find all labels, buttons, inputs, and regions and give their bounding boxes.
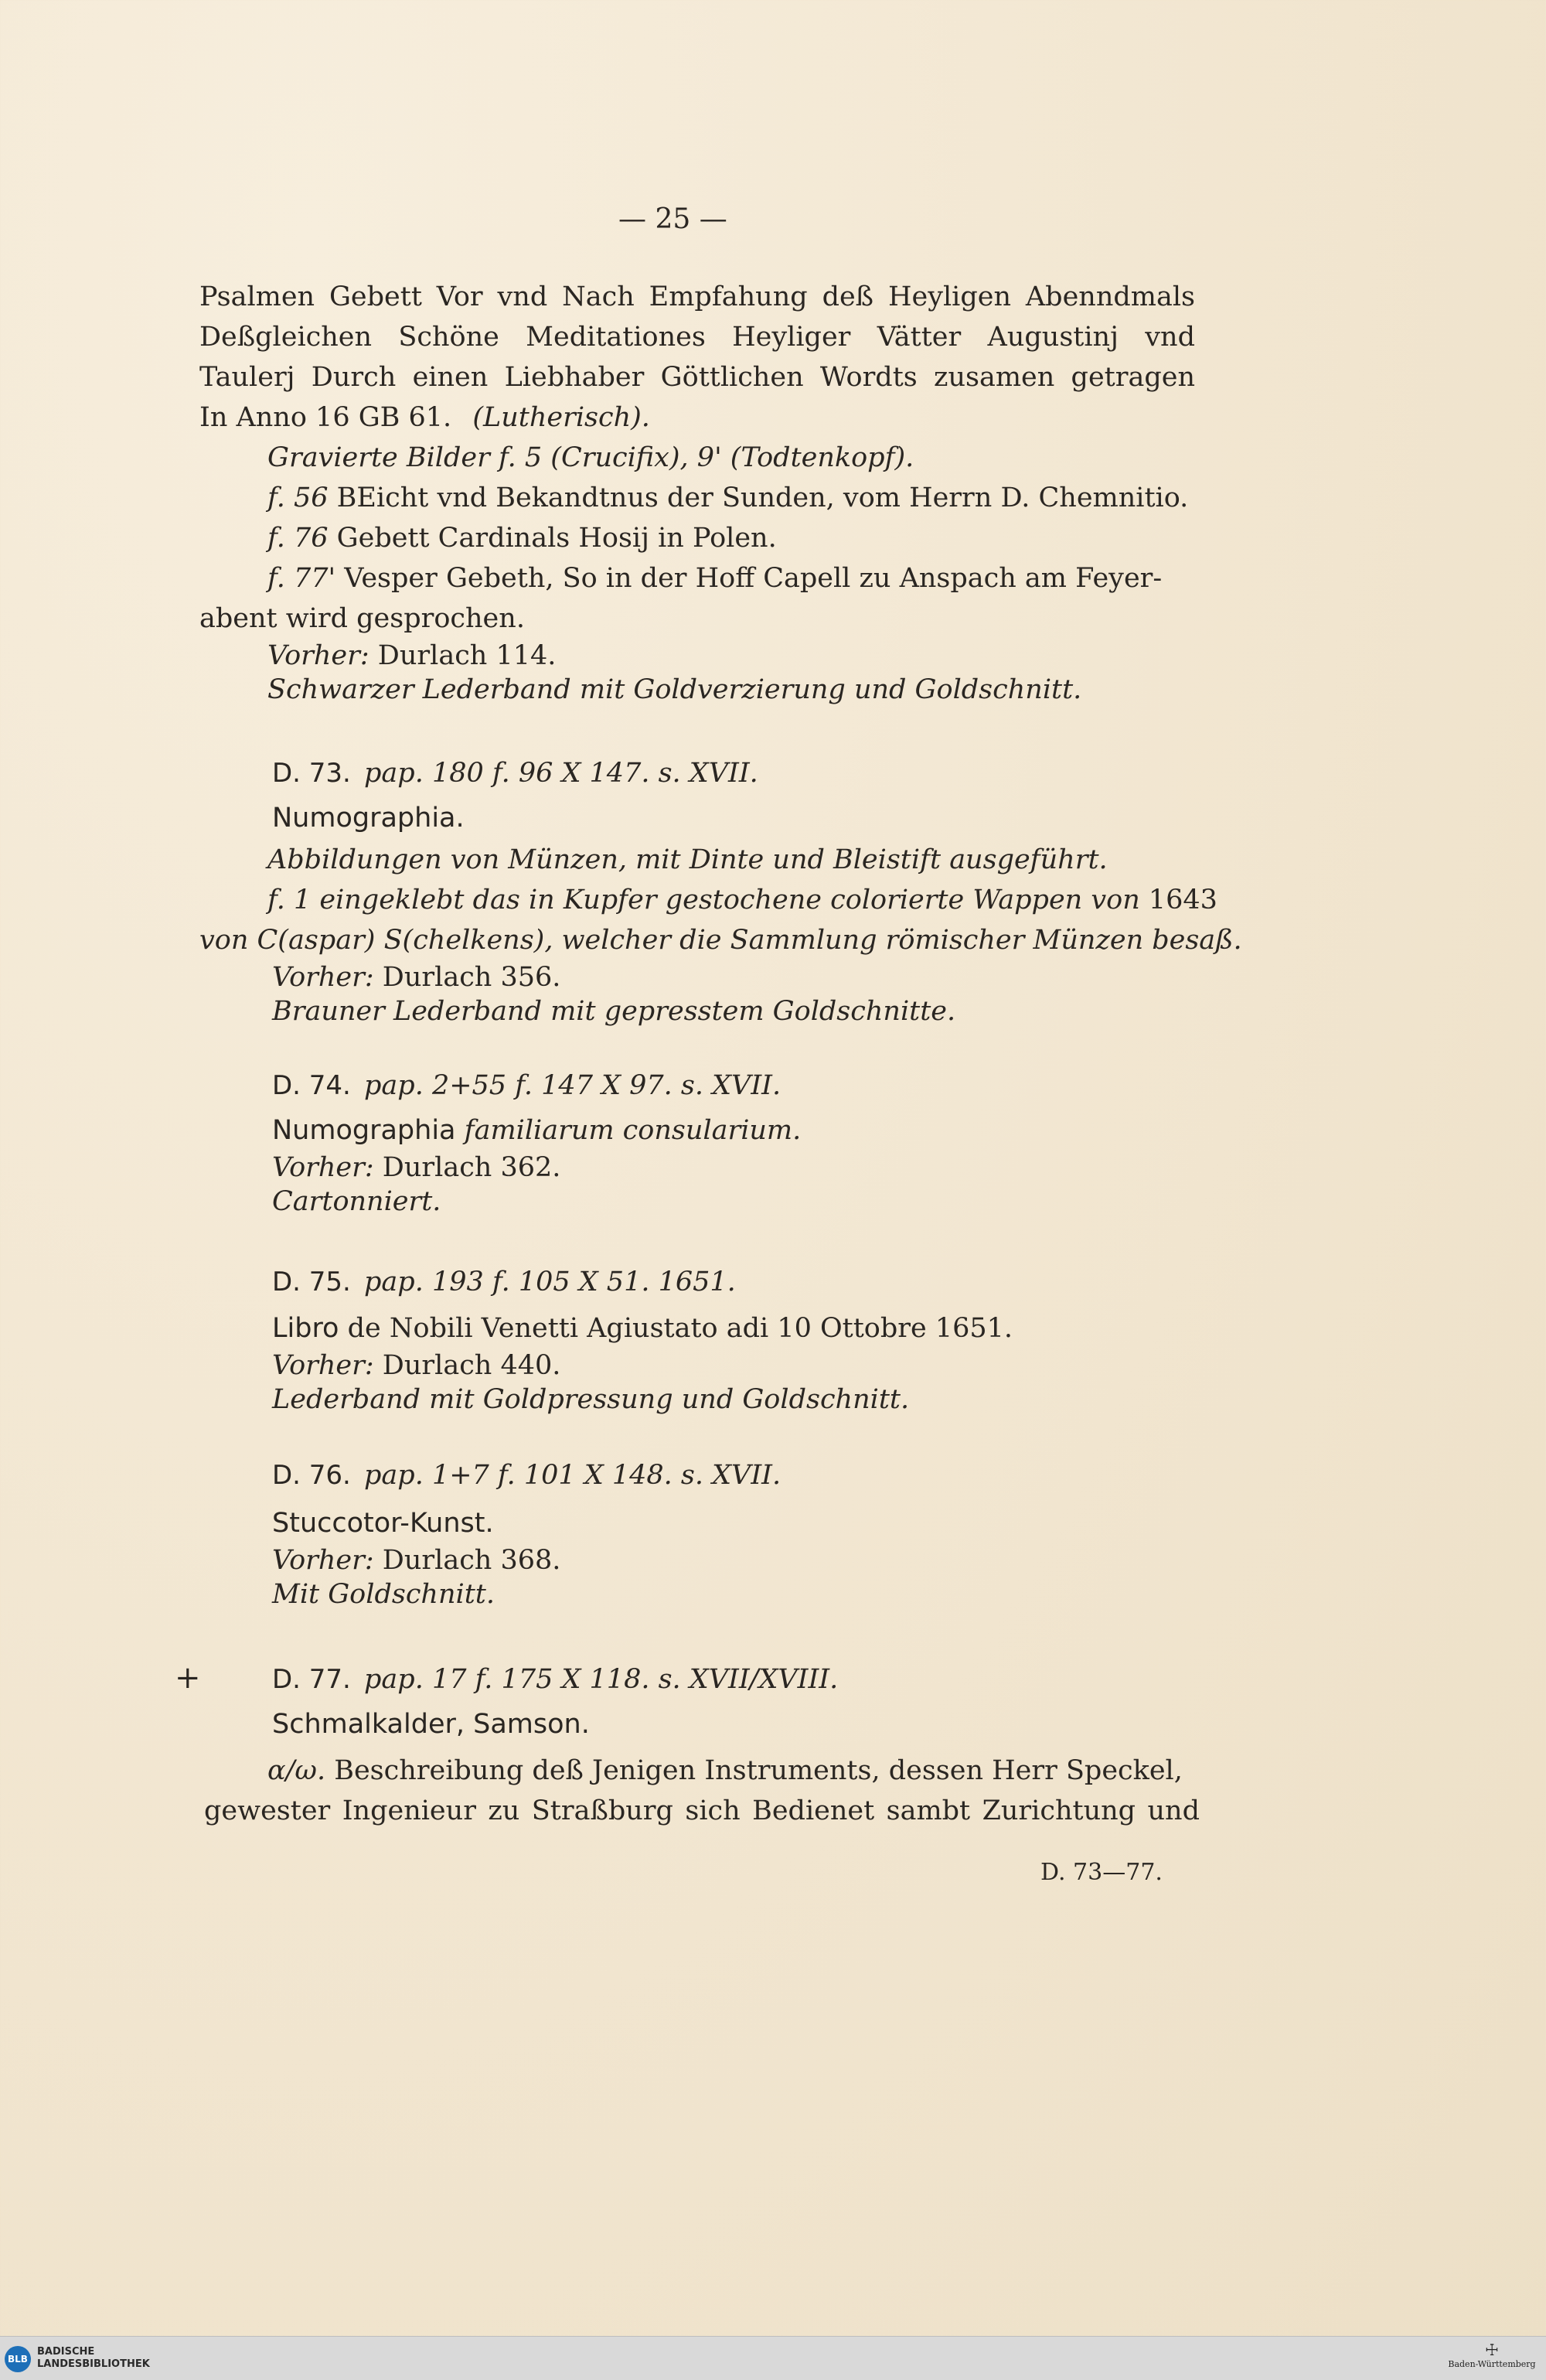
provenance-label: Vorher: bbox=[267, 640, 369, 671]
library-name bbox=[37, 2346, 150, 2371]
footer-bar bbox=[0, 2336, 1546, 2380]
physical-description: pap. 180 f. 96 X 147. s. XVII. bbox=[364, 758, 758, 789]
provenance-value: Durlach 362. bbox=[382, 1152, 561, 1183]
coat-of-arms-icon: ☩ bbox=[1485, 2341, 1499, 2359]
folio-text: BEicht vnd Bekandtnus der Sunden, vom Herrn D. Chemnitio. bbox=[336, 482, 1189, 513]
page-number: — 25 — bbox=[618, 203, 727, 235]
intro-provenance bbox=[267, 639, 556, 673]
entry-d74-binding: Cartonniert. bbox=[272, 1186, 441, 1217]
folio-ref: f. 77' bbox=[267, 563, 336, 594]
intro-binding: Schwarzer Lederband mit Goldverzierung und Goldschnitt. bbox=[267, 674, 1082, 705]
blb-logo-icon: BLB bbox=[5, 2346, 31, 2372]
entry-d76-provenance bbox=[272, 1543, 560, 1577]
note-year: 1643 bbox=[1148, 885, 1217, 916]
entry-d76-title: Stuccotor-Kunst. bbox=[272, 1508, 494, 1539]
provenance-value: Durlach 114. bbox=[377, 640, 557, 671]
physical-description: pap. 1+7 f. 101 X 148. s. XVII. bbox=[364, 1460, 782, 1491]
intro-line-3: Taulerj Durch einen Liebhaber Göttlichen Wordts zusamen getragen bbox=[199, 362, 1195, 393]
entry-d75-provenance bbox=[272, 1349, 560, 1383]
note-lead: von bbox=[199, 925, 249, 956]
provenance-value: Durlach 356. bbox=[382, 962, 561, 993]
intro-folio-56 bbox=[267, 481, 1188, 515]
shelfmark: D. 76. bbox=[272, 1460, 351, 1491]
shelfmark: D. 75. bbox=[272, 1267, 351, 1297]
provenance-label: Vorher: bbox=[272, 962, 374, 993]
entry-d73-line-1: Abbildungen von Münzen, mit Dinte und Bleistift ausgeführt. bbox=[267, 844, 1108, 875]
entry-d73-binding: Brauner Lederband mit gepresstem Goldschnitte. bbox=[272, 996, 956, 1027]
physical-description: pap. 17 f. 175 X 118. s. XVII/XVIII. bbox=[364, 1664, 839, 1695]
entry-d77-title: Schmalkalder, Samson. bbox=[272, 1709, 590, 1740]
folio-ref: f. 56 bbox=[267, 482, 329, 513]
intro-folio-77 bbox=[267, 561, 1162, 595]
entry-d75-title bbox=[272, 1311, 1013, 1345]
intro-line-4 bbox=[199, 401, 650, 435]
intro-folio-76 bbox=[267, 521, 777, 555]
entry-d73-line-2 bbox=[267, 883, 1217, 917]
note-lead: α/ω. bbox=[267, 1755, 326, 1786]
entry-d75-header bbox=[272, 1265, 741, 1299]
intro-line-9: abent wird gesprochen. bbox=[199, 603, 525, 634]
intro-illustrations: Gravierte Bilder f. 5 (Crucifix), 9' (Todtenkopf). bbox=[267, 442, 914, 473]
state-name: Baden-Württemberg bbox=[1448, 2359, 1536, 2369]
provenance-value: Durlach 368. bbox=[382, 1545, 561, 1576]
intro-line-1: Psalmen Gebett Vor vnd Nach Empfahung deß Heyligen Abenndmals bbox=[199, 281, 1195, 312]
provenance-label: Vorher: bbox=[272, 1545, 374, 1576]
provenance-value: Durlach 440. bbox=[382, 1350, 561, 1381]
title-main: Libro bbox=[272, 1313, 339, 1344]
library-name-line-2: LANDESBIBLIOTHEK bbox=[37, 2358, 150, 2370]
title-rest: de Nobili Venetti Agiustato adi 10 Ottobre 1651. bbox=[347, 1313, 1013, 1344]
physical-description: pap. 2+55 f. 147 X 97. s. XVII. bbox=[364, 1070, 782, 1101]
entry-d74-title bbox=[272, 1113, 801, 1147]
entry-d73-header bbox=[272, 756, 763, 790]
baden-wuerttemberg-logo bbox=[1446, 2341, 1538, 2377]
folio-ref: f. 76 bbox=[267, 523, 329, 554]
shelfmark: D. 73. bbox=[272, 758, 351, 789]
title-main: Numographia bbox=[272, 1115, 456, 1146]
entry-d73-line-3 bbox=[199, 923, 1242, 957]
entry-d73-provenance bbox=[272, 960, 560, 994]
provenance-label: Vorher: bbox=[272, 1350, 374, 1381]
entry-d73-title: Numographia. bbox=[272, 803, 465, 834]
note-text: C(aspar) S(chelkens), welcher die Sammlung römischer Münzen besaß. bbox=[257, 925, 1242, 956]
entry-d76-binding: Mit Goldschnitt. bbox=[272, 1579, 495, 1610]
entry-d77-line-2: gewester Ingenieur zu Straßburg sich Bedienet sambt Zurichtung und bbox=[204, 1795, 1200, 1826]
entry-d75-binding: Lederband mit Goldpressung und Goldschnitt. bbox=[272, 1384, 910, 1415]
intro-line-2: Deßgleichen Schöne Meditationes Heyliger Vätter Augustinj vnd bbox=[199, 322, 1195, 353]
provenance-label: Vorher: bbox=[272, 1152, 374, 1183]
title-rest: familiarum consularium. bbox=[464, 1115, 802, 1146]
note-text: f. 1 eingeklebt das in Kupfer gestochene colorierte Wappen von bbox=[267, 885, 1140, 916]
folio-text: Gebett Cardinals Hosij in Polen. bbox=[336, 523, 777, 554]
entry-d77-line-1 bbox=[267, 1754, 1183, 1788]
note-text: Beschreibung deß Jenigen Instruments, dessen Herr Speckel, bbox=[334, 1755, 1183, 1786]
entry-d77-header bbox=[272, 1662, 843, 1696]
intro-confession: (Lutherisch). bbox=[472, 402, 650, 433]
intro-date: In Anno 16 GB 61. bbox=[199, 402, 452, 433]
shelfmark: D. 74. bbox=[272, 1070, 351, 1101]
physical-description: pap. 193 f. 105 X 51. 1651. bbox=[364, 1267, 736, 1297]
entry-d76-header bbox=[272, 1458, 785, 1492]
library-name-line-1: BADISCHE bbox=[37, 2346, 95, 2358]
catchword: D. 73—77. bbox=[1040, 1859, 1163, 1886]
folio-text: Vesper Gebeth, So in der Hoff Capell zu Anspach am Feyer- bbox=[344, 563, 1163, 594]
entry-d74-provenance bbox=[272, 1151, 560, 1185]
entry-d74-header bbox=[272, 1069, 785, 1103]
shelfmark: D. 77. bbox=[272, 1664, 351, 1695]
plus-marker: + bbox=[175, 1660, 201, 1696]
